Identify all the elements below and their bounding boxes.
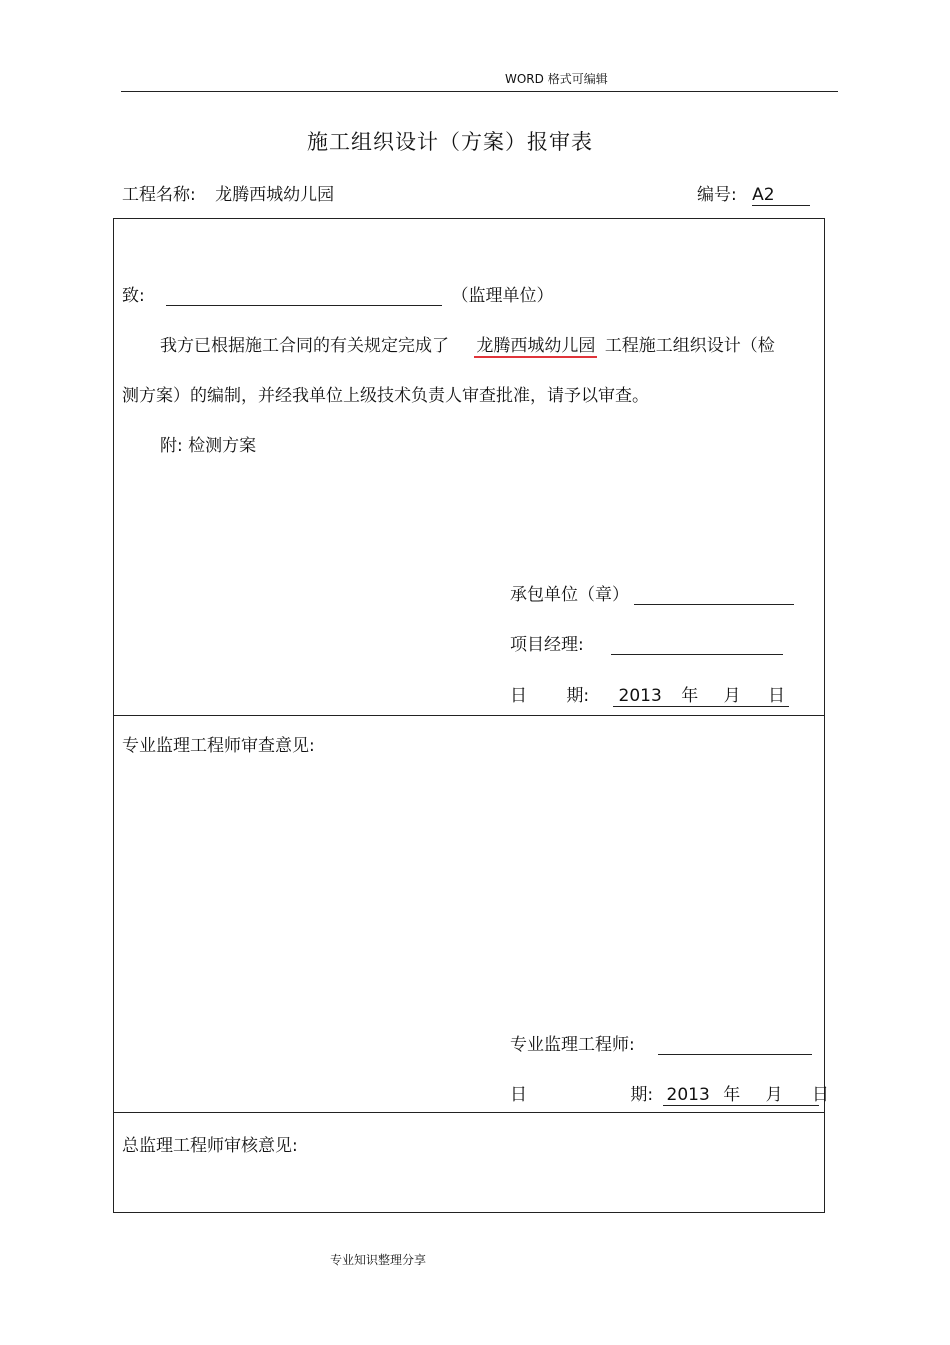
paragraph-prefix: 我方已根据施工合同的有关规定完成了: [160, 336, 449, 356]
chief-review-heading: 总监理工程师审核意见:: [122, 1136, 298, 1156]
contractor-date-row: [510, 681, 789, 707]
paragraph-line-2: 测方案）的编制，并经我单位上级技术负责人审查批准，请予以审查。: [122, 386, 649, 406]
addressee-row: [122, 281, 554, 306]
contractor-row: [510, 580, 794, 605]
engineer-blank[interactable]: [658, 1034, 812, 1055]
form-number-value: A2: [752, 185, 810, 206]
header-rule: [121, 91, 838, 92]
date-year: 2013: [618, 686, 662, 706]
engineer-date-row: [510, 1080, 830, 1106]
date-label-char2: 期:: [566, 686, 590, 706]
date-year-char: 年: [723, 1085, 741, 1105]
date-month-char: 月: [723, 686, 741, 706]
section-divider-1: [113, 715, 825, 716]
engineer-label: 专业监理工程师:: [510, 1035, 635, 1055]
manager-label: 项目经理:: [510, 635, 584, 655]
page-header-text: WORD 格式可编辑: [505, 72, 608, 86]
engineer-date-field[interactable]: [663, 1080, 830, 1106]
section-divider-2: [113, 1112, 825, 1113]
contractor-date-field[interactable]: [613, 681, 789, 707]
manager-blank[interactable]: [611, 634, 783, 655]
date-year: 2013: [666, 1085, 710, 1105]
project-name-value: 龙腾西城幼儿园: [215, 185, 335, 205]
form-title: 施工组织设计（方案）报审表: [307, 130, 593, 154]
attachment-line: 附: 检测方案: [160, 436, 257, 456]
date-day-char: 日: [812, 1085, 830, 1105]
manager-row: [510, 630, 783, 655]
paragraph-project-name: 龙腾西城幼儿园: [474, 331, 597, 358]
addressee-suffix: （监理单位）: [451, 286, 554, 306]
project-name-label: 工程名称:: [122, 185, 196, 205]
date-label-char2: 期:: [630, 1085, 654, 1105]
page-footer-text: 专业知识整理分享: [330, 1253, 427, 1267]
paragraph-line-1: [160, 331, 775, 358]
date-label-char1: 日: [510, 686, 527, 706]
project-name-row: [122, 180, 334, 205]
form-number-row: [697, 180, 810, 206]
date-month-char: 月: [765, 1085, 783, 1105]
engineer-row: [510, 1030, 812, 1055]
supervisor-review-heading: 专业监理工程师审查意见:: [122, 736, 315, 756]
contractor-label: 承包单位（章）: [510, 585, 629, 605]
date-year-char: 年: [681, 686, 699, 706]
addressee-label: 致:: [122, 286, 145, 306]
addressee-blank[interactable]: [166, 285, 442, 306]
contractor-blank[interactable]: [634, 584, 794, 605]
date-day-char: 日: [768, 686, 786, 706]
date-label-char1: 日: [510, 1085, 527, 1105]
paragraph-mid: 工程施工组织设计（检: [604, 336, 775, 356]
form-number-label: 编号:: [697, 185, 737, 205]
